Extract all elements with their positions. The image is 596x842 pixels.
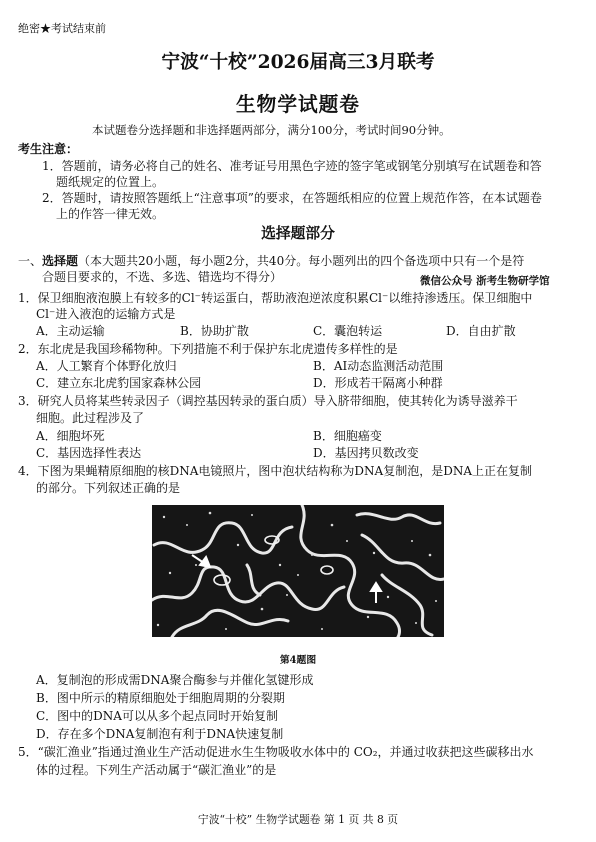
exam-intro: 本试题卷分选择题和非选择题两部分，满分100分，考试时间90分钟。: [92, 123, 451, 137]
q3-option-d: D．基因拷贝数改变: [313, 446, 419, 460]
q4-option-a: A．复制泡的形成需DNA聚合酶参与并催化氢键形成: [36, 673, 314, 687]
q3-option-a: A．细胞坏死: [36, 429, 105, 443]
part1-desc-line-2: 合题目要求的，不选、多选、错选均不得分）: [42, 270, 283, 284]
exam-title: 宁波“十校”2026届高三3月联考: [161, 51, 435, 73]
q1-stem-line-1: 1．保卫细胞液泡膜上有较多的Cl⁻转运蛋白，帮助液泡逆浓度积累Cl⁻以维持渗透压。保卫细胞中: [18, 291, 533, 305]
exam-subtitle: 生物学试题卷: [236, 93, 360, 116]
section-title: 选择题部分: [261, 225, 335, 242]
watermark-text: 微信公众号 浙考生物研学馆: [420, 275, 550, 287]
q5-stem-line-2: 体的过程。下列生产活动属于“碳汇渔业”的是: [36, 763, 277, 777]
q2-stem-line-1: 2．东北虎是我国珍稀物种。下列措施不利于保护东北虎遗传多样性的是: [18, 342, 398, 356]
notice-item-2-line-2: 上的作答一律无效。: [56, 207, 165, 221]
q4-option-c: C．图中的DNA可以从多个起点同时开始复制: [36, 709, 278, 723]
micrograph-drawing: [152, 505, 444, 637]
figure-caption: 第4题图: [279, 655, 317, 666]
q3-stem-line-2: 细胞。此过程涉及了: [36, 411, 145, 425]
notice-item-2-line-1: 2．答题时，请按照答题纸上“注意事项”的要求，在答题纸相应的位置上规范作答，在本试题卷: [42, 191, 542, 205]
notice-label: 考生注意：: [18, 142, 79, 156]
q1-option-c: C．囊泡转运: [313, 324, 383, 338]
q1-option-b: B．协助扩散: [180, 324, 249, 338]
notice-item-1-line-1: 1．答题前，请务必将自己的姓名、准考证号用黑色字迹的签字笔或钢笔分别填写在试题卷和答: [42, 159, 542, 173]
part1-prefix: 一、: [18, 254, 43, 268]
q4-option-b: B．图中所示的精原细胞处于细胞周期的分裂期: [36, 691, 285, 705]
page-footer: 宁波“十校” 生物学试题卷 第 1 页 共 8 页: [197, 813, 399, 826]
q2-option-b: B．AI动态监测活动范围: [313, 359, 444, 373]
dna-electron-micrograph: [152, 505, 444, 637]
q2-option-a: A．人工繁育个体野化放归: [36, 359, 177, 373]
notice-item-1-line-2: 题纸规定的位置上。: [56, 175, 165, 189]
part1-heading-line: [18, 252, 524, 269]
q4-stem-line-1: 4．下图为果蝇精原细胞的核DNA电镜照片，图中泡状结构称为DNA复制泡，是DNA上正在复制: [18, 464, 532, 478]
q2-option-c: C．建立东北虎豹国家森林公园: [36, 376, 202, 390]
q3-option-b: B．细胞癌变: [313, 429, 382, 443]
q1-option-d: D．自由扩散: [446, 324, 516, 338]
q4-option-d: D．存在多个DNA复制泡有利于DNA快速复制: [36, 727, 284, 741]
q4-stem-line-2: 的部分。下列叙述正确的是: [36, 481, 181, 495]
q5-stem-line-1: 5．“碳汇渔业”指通过渔业生产活动促进水生生物吸收水体中的 CO₂，并通过收获把这些碳移出水: [18, 745, 534, 759]
q1-stem-line-2: Cl⁻进入液泡的运输方式是: [36, 307, 176, 321]
q2-option-d: D．形成若干隔离小种群: [313, 376, 443, 390]
part1-heading: 选择题: [42, 254, 79, 268]
secret-label: 绝密★考试结束前: [18, 22, 106, 35]
part1-desc-line-1: （本大题共20小题，每小题2分，共40分。每小题列出的四个备选项中只有一个是符: [78, 254, 525, 268]
q1-option-a: A．主动运输: [36, 324, 105, 338]
q3-option-c: C．基因选择性表达: [36, 446, 142, 460]
q3-stem-line-1: 3．研究人员将某些转录因子（调控基因转录的蛋白质）导入脐带细胞，使其转化为诱导滋养干: [18, 394, 518, 408]
